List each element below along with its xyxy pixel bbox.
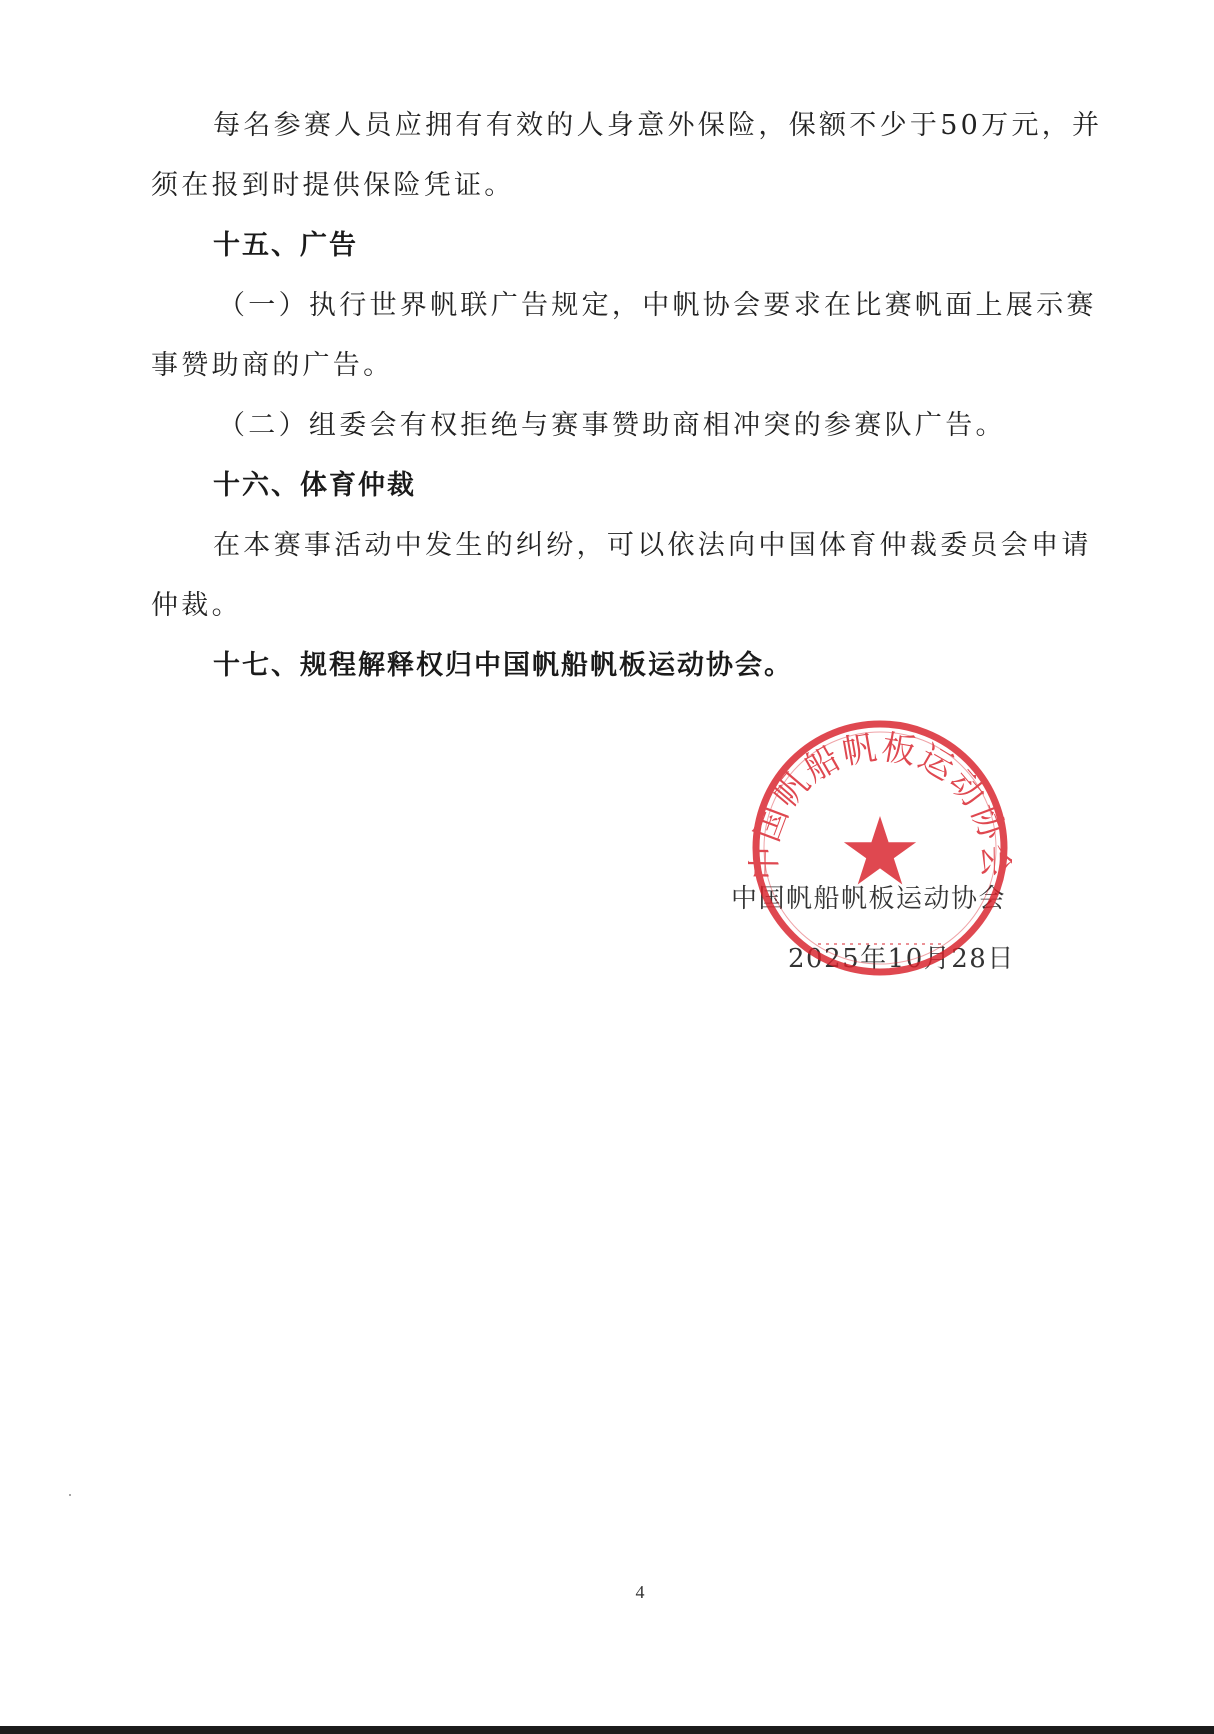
paragraph-arbitration-line-2: 仲裁。 <box>151 590 242 621</box>
paragraph-insurance-line-1: 每名参赛人员应拥有有效的人身意外保险，保额不少于50万元，并 <box>213 110 1103 141</box>
paragraph-arbitration-line-1: 在本赛事活动中发生的纠纷，可以依法向中国体育仲裁委员会申请 <box>213 530 1092 561</box>
heading-section-17: 十七、规程解释权归中国帆船帆板运动协会。 <box>213 650 793 681</box>
seal-graphic <box>748 716 1012 980</box>
signature-organization: 中国帆船帆板运动协会 <box>731 884 1007 914</box>
seal-star-icon <box>844 816 916 885</box>
page-number: 4 <box>635 1582 645 1602</box>
paragraph-advert-2: （二）组委会有权拒绝与赛事赞助商相冲突的参赛队广告。 <box>218 410 1006 441</box>
scan-bottom-edge <box>0 1726 1214 1734</box>
heading-section-16: 十六、体育仲裁 <box>213 470 416 501</box>
heading-section-15: 十五、广告 <box>213 230 358 261</box>
signature-date: 2025年10月28日 <box>788 944 1015 974</box>
seal-text: 中国帆船帆板运动协会 <box>748 727 1012 881</box>
paragraph-insurance-line-2: 须在报到时提供保险凭证。 <box>151 170 515 201</box>
paragraph-advert-1-line-2: 事赞助商的广告。 <box>151 350 394 381</box>
scan-speck <box>69 1494 71 1496</box>
official-seal <box>748 716 1012 980</box>
paragraph-advert-1-line-1: （一）执行世界帆联广告规定，中帆协会要求在比赛帆面上展示赛 <box>218 290 1097 321</box>
